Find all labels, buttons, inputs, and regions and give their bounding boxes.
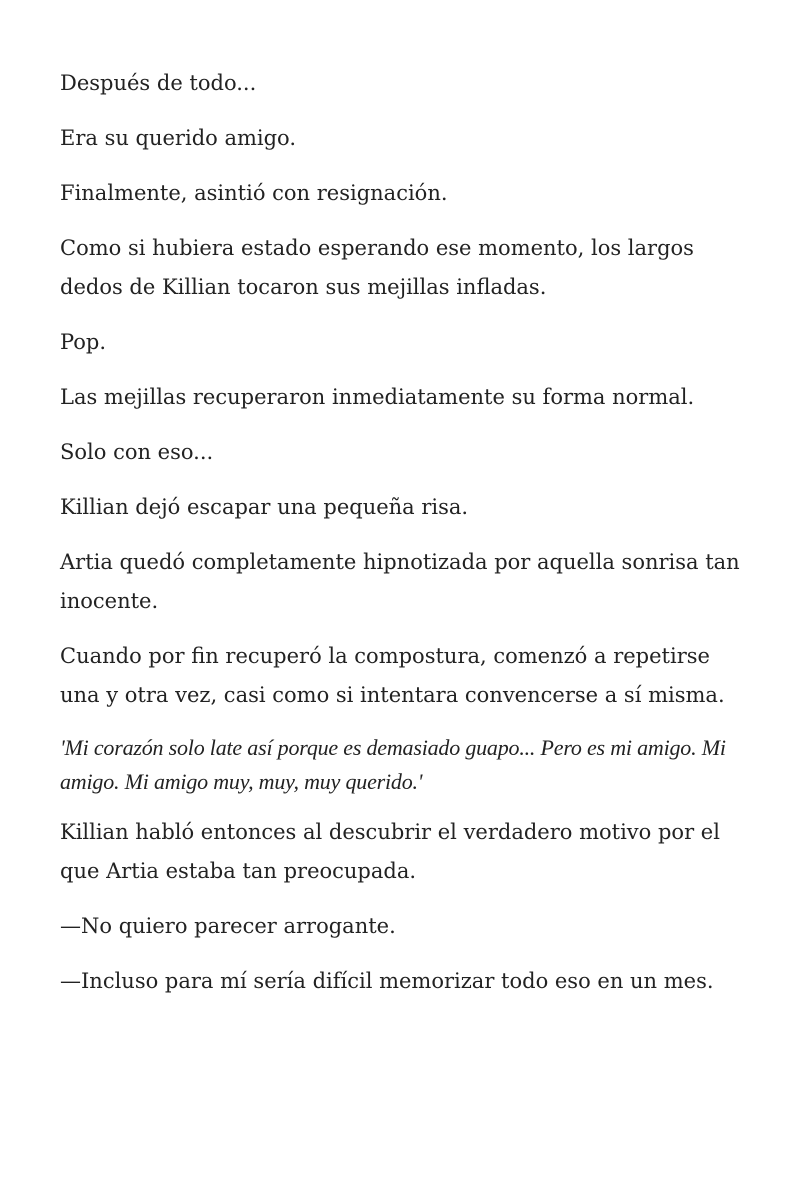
paragraph: Artia quedó completamente hipnotizada por aquella sonrisa tan inocente. [60,550,740,613]
paragraph: Finalmente, asintió con resignación. [60,181,448,205]
paragraph: Las mejillas recuperaron inmediatamente su forma normal. [60,385,695,409]
paragraph: Killian dejó escapar una pequeña risa. [60,495,469,519]
paragraph: Era su querido amigo. [60,126,296,150]
dialogue-paragraph: —Incluso para mí sería difícil memorizar todo eso en un mes. [60,969,714,993]
dialogue-paragraph: —No quiero parecer arrogante. [60,914,396,938]
paragraph: Killian habló entonces al descubrir el verdadero motivo por el que Artia estaba tan preocupada. [60,820,720,883]
inner-thought-paragraph: 'Mi corazón solo late así porque es demasiado guapo... Pero es mi amigo. Mi amigo. Mi amigo muy, muy, muy querido.' [60,735,726,794]
paragraph: Como si hubiera estado esperando ese momento, los largos dedos de Killian tocaron sus mejillas infladas. [60,236,694,299]
document-body [60,64,750,1017]
paragraph: Cuando por fin recuperó la compostura, comenzó a repetirse una y otra vez, casi como si intentara convencerse a sí misma. [60,644,725,707]
paragraph: Después de todo... [60,71,257,95]
paragraph: Pop. [60,330,107,354]
paragraph: Solo con eso... [60,440,214,464]
